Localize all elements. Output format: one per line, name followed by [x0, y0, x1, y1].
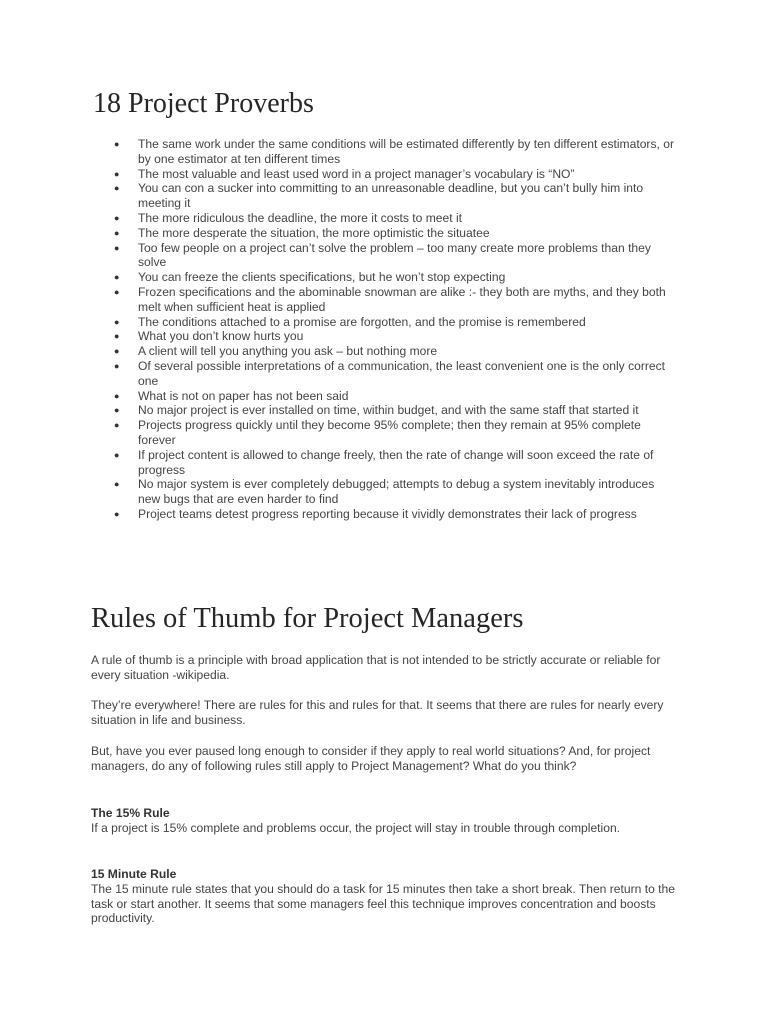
list-item [0, 389, 678, 404]
bullet-icon: ● [114, 360, 120, 371]
proverb-text: The same work under the same conditions will be estimated differently by ten different estimators, or by one estimator at ten different times [138, 137, 674, 166]
list-item [0, 181, 678, 211]
list-item [0, 359, 678, 389]
question-paragraph: But, have you ever paused long enough to consider if they apply to real world situations? And, for project managers, do any of following rules still apply to Project Management? What do you think? [91, 744, 651, 773]
bullet-icon: ● [114, 405, 120, 416]
rule-15-minute-text: The 15 minute rule states that you should do a task for 15 minutes then take a short break. Then return to the task or start another. It seems that some managers feel this technique improves concentration and boosts productivity. [91, 881, 675, 926]
list-item [0, 315, 678, 330]
list-item [0, 418, 678, 448]
proverb-text: If project content is allowed to change freely, then the rate of change will soon exceed the rate of progress [138, 447, 654, 477]
bullet-icon: ● [114, 331, 120, 342]
proverb-text: The conditions attached to a promise are forgotten, and the promise is remembered [138, 314, 586, 329]
rule-15-minute-title: 15 Minute Rule [91, 867, 177, 881]
proverb-text: You can freeze the clients specifications, but he won’t stop expecting [138, 270, 506, 285]
proverb-text: The more desperate the situation, the more optimistic the situatee [138, 225, 490, 240]
bullet-icon: ● [114, 272, 120, 283]
bullet-icon: ● [114, 212, 120, 223]
proverbs-list [0, 137, 768, 522]
bullet-icon: ● [114, 390, 120, 401]
list-item [0, 211, 678, 226]
bullet-icon: ● [114, 168, 120, 179]
proverb-text: The more ridiculous the deadline, the more it costs to meet it [138, 210, 462, 225]
list-item [0, 344, 678, 359]
proverb-text: No major project is ever installed on time, within budget, and with the same staff that started it [138, 403, 639, 418]
everywhere-paragraph: They’re everywhere! There are rules for this and rules for that. It seems that there are rules for nearly every situation in life and business. [91, 698, 664, 727]
bullet-icon: ● [114, 139, 120, 149]
bullet-icon: ● [114, 508, 120, 519]
list-item [0, 270, 678, 285]
bullet-icon: ● [114, 449, 120, 460]
list-item [0, 507, 678, 522]
list-item [0, 167, 678, 182]
proverb-text: What you don’t know hurts you [138, 329, 304, 344]
proverb-text: The most valuable and least used word in a project manager’s vocabulary is “NO” [138, 166, 575, 181]
proverb-text: No major system is ever completely debugged; attempts to debug a system inevitably introduces new bugs that are even harder to find [138, 477, 655, 507]
bullet-icon: ● [114, 346, 120, 357]
bullet-icon: ● [114, 420, 120, 431]
list-item [0, 448, 678, 478]
proverb-text: What is not on paper has not been said [138, 388, 349, 403]
bullet-icon: ● [114, 286, 120, 297]
list-item [0, 285, 678, 315]
bullet-icon: ● [114, 316, 120, 327]
proverb-text: Too few people on a project can’t solve the problem – too many create more problems than they solve [138, 240, 651, 270]
list-item [0, 241, 678, 271]
rules-heading: Rules of Thumb for Project Managers [91, 603, 524, 634]
rule-15-percent [91, 806, 691, 836]
rule-15-percent-text: If a project is 15% complete and problems occur, the project will stay in trouble through completion. [91, 820, 621, 835]
proverb-text: Of several possible interpretations of a communication, the least convenient one is the only correct one [138, 358, 666, 388]
bullet-icon: ● [114, 183, 120, 194]
proverb-text: Frozen specifications and the abominable snowman are alike :- they both are myths, and they both melt when sufficient heat is applied [138, 284, 666, 314]
proverb-text: You can con a sucker into committing to an unreasonable deadline, but you can’t bully him into meeting it [138, 181, 644, 211]
list-item [0, 403, 678, 418]
intro-paragraph: A rule of thumb is a principle with broad application that is not intended to be strictly accurate or reliable for every situation -wikipedia. [91, 653, 661, 682]
proverbs-heading: 18 Project Proverbs [93, 88, 314, 119]
list-item [0, 477, 678, 507]
proverb-text: Projects progress quickly until they become 95% complete; then they remain at 95% complete forever [138, 418, 641, 447]
rule-15-percent-title: The 15% Rule [91, 806, 170, 820]
rule-15-minute [91, 867, 691, 926]
proverb-text: Project teams detest progress reporting because it vividly demonstrates their lack of progress [138, 506, 637, 521]
bullet-icon: ● [114, 479, 120, 490]
proverb-text: A client will tell you anything you ask – but nothing more [138, 344, 438, 359]
list-item [0, 226, 678, 241]
list-item [0, 137, 678, 167]
list-item [0, 329, 678, 344]
bullet-icon: ● [114, 242, 120, 253]
bullet-icon: ● [114, 227, 120, 238]
